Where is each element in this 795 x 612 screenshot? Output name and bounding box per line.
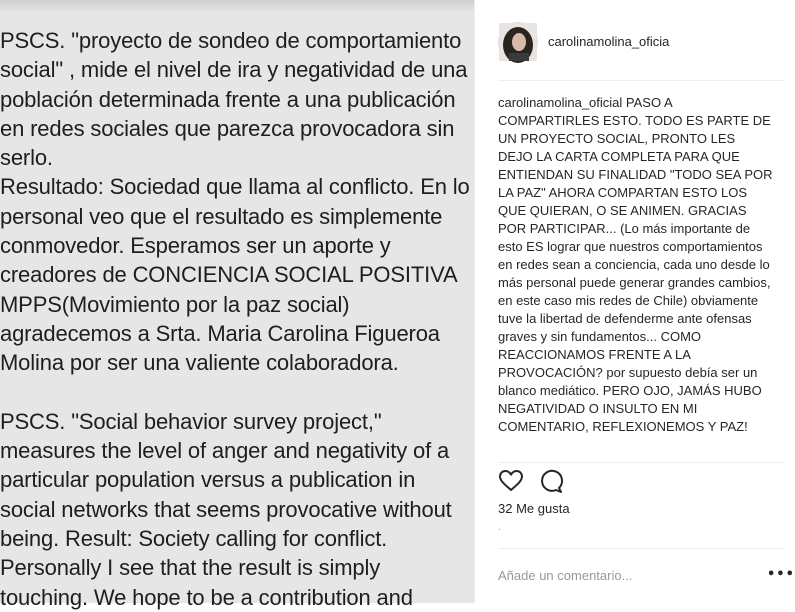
post-timestamp[interactable]: . <box>498 522 501 533</box>
heart-icon[interactable] <box>498 468 524 494</box>
speech-bubble-icon[interactable] <box>538 468 564 494</box>
image-top-shade <box>0 0 474 12</box>
more-options-icon[interactable]: ••• <box>767 567 795 582</box>
like-count[interactable]: 32 Me gusta <box>498 501 570 516</box>
comment-input[interactable] <box>498 566 748 584</box>
post-caption <box>498 94 773 436</box>
header-separator <box>498 80 785 81</box>
header-username[interactable]: carolinamolina_oficia <box>548 34 670 49</box>
caption-username[interactable]: carolinamolina_oficial <box>498 95 623 110</box>
post-header <box>475 0 792 80</box>
comment-separator <box>498 548 785 549</box>
caption-text: PASO A COMPARTIRLES ESTO. TODO ES PARTE DE UN PROYECTO SOCIAL, PRONTO LES DEJO LA CARTA COMPLETA PARA QUE ENTIENDAN SU FINALIDAD "TODO SEA POR LA PAZ" AHORA COMPARTAN ESTO LOS QUE QUIERAN, O SE ANIMEN. GRACIAS POR PARTICIPAR... (Lo más importante de esto ES lograr que nuestros comportamientos en redes sean a conciencia, cada uno desde lo más personal puede generar grandes cambios, en este caso mis redes de Chile) obviamente tuve la libertad de defenderme ante ofensas graves y sin fundamentos... COMO REACCIONAMOS FRENTE A LA PROVOCACIÓN? por supuesto debía ser un blanco mediático. PERO OJO, JAMÁS HUBO NEGATIVIDAD O INSULTO EN MI COMENTARIO, REFLEXIONEMOS Y PAZ! <box>498 95 773 434</box>
actions-separator <box>498 462 785 463</box>
avatar[interactable] <box>498 22 538 62</box>
post-image-text: PSCS. "proyecto de sondeo de comportamiento social" , mide el nivel de ira y negatividad de una población determinada frente a una publicación en redes sociales que parezca provocadora sin serlo. Resultado: Sociedad que llama al conflicto. En lo personal veo que el resultado es simplemente conmovedor. Esperamos ser un aporte y creadores de CONCIENCIA SOCIAL POSITIVA MPPS(Movimiento por la paz social) agradecemos a Srta. Maria Carolina Figueroa Molina por ser una valiente colaboradora. PSCS. "Social behavior survey project," measures the level of anger and negativity of a particular population versus a publication in social networks that seems provocative without being. Result: Society calling for conflict. Personally I see that the result is simply touching. We hope to be a contribution and <box>0 28 470 610</box>
post-details-panel <box>475 0 795 603</box>
